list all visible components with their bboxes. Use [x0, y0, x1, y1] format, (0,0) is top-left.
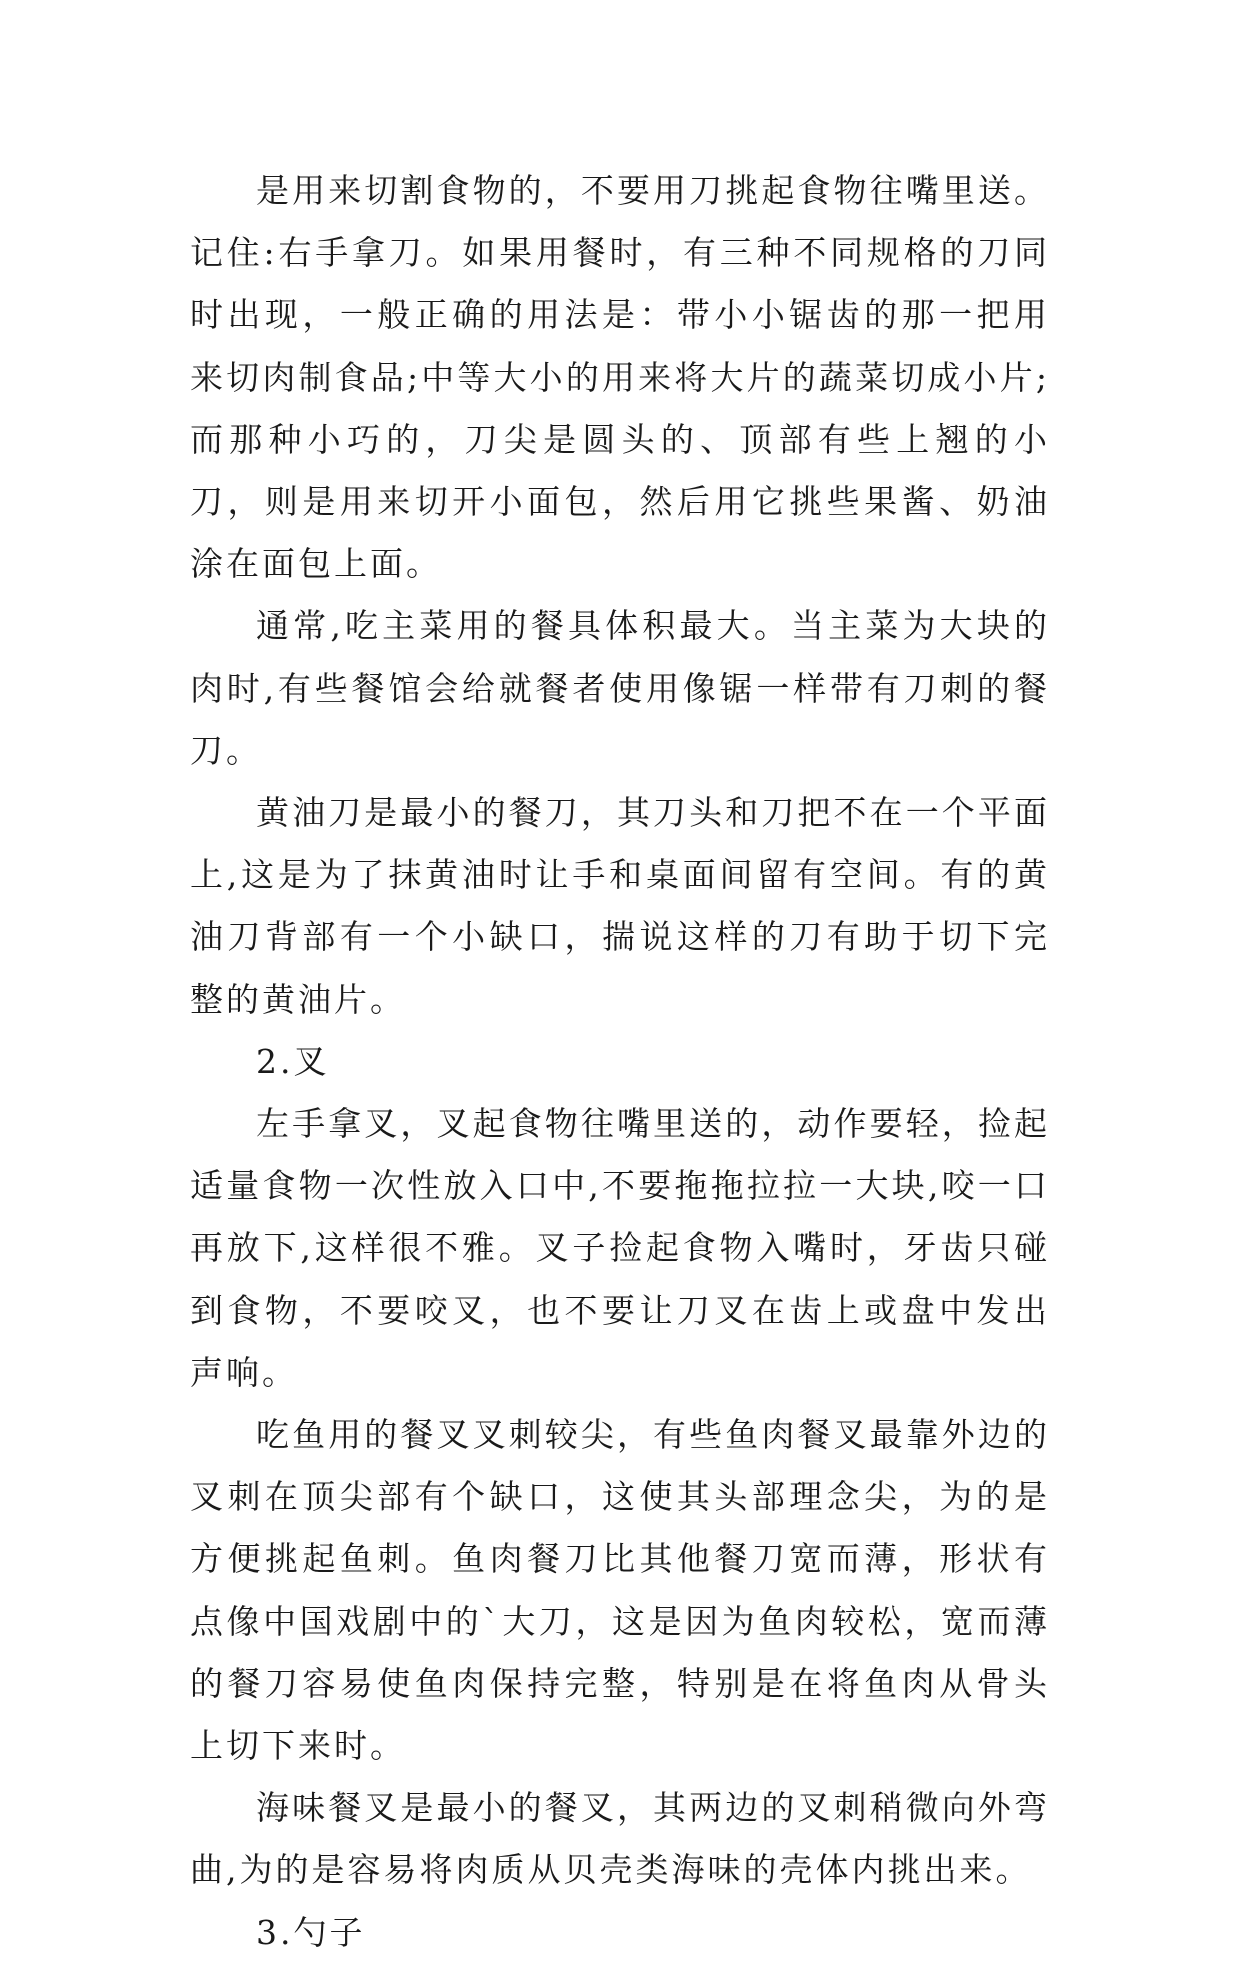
- paragraph-seafood-fork: 海味餐叉是最小的餐叉，其两边的叉刺稍微向外弯曲,为的是容易将肉质从贝壳类海味的壳体内挑出来。: [190, 1788, 1050, 1890]
- document-body: [190, 160, 1050, 1964]
- section-heading-spoon: 3.勺子: [256, 1912, 366, 1952]
- paragraph-butter-knife: 黄油刀是最小的餐刀，其刀头和刀把不在一个平面上,这是为了抹黄油时让手和桌面间留有空间。有的黄油刀背部有一个小缺口，揣说这样的刀有助于切下完整的黄油片。: [190, 793, 1050, 1019]
- paragraph-fish-fork: 吃鱼用的餐叉叉刺较尖，有些鱼肉餐叉最靠外边的叉刺在顶尖部有个缺口，这使其头部理念尖，为的是方便挑起鱼刺。鱼肉餐刀比其他餐刀宽而薄，形状有点像中国戏剧中的`大刀，这是因为鱼肉较松，宽而薄的餐刀容易使鱼肉保持完整，特别是在将鱼肉从骨头上切下来时。: [190, 1415, 1050, 1766]
- section-heading-fork: 2.叉: [256, 1041, 330, 1081]
- paragraph-main-course-knife: 通常,吃主菜用的餐具体积最大。当主菜为大块的肉时,有些餐馆会给就餐者使用像锯一样带有刀刺的餐刀。: [190, 606, 1050, 770]
- paragraph-knife-usage: 是用来切割食物的，不要用刀挑起食物往嘴里送。记住:右手拿刀。如果用餐时，有三种不同规格的刀同时出现，一般正确的用法是：带小小锯齿的那一把用来切肉制食品;中等大小的用来将大片的蔬菜切成小片;而那种小巧的，刀尖是圆头的、顶部有些上翘的小刀，则是用来切开小面包，然后用它挑些果酱、奶油涂在面包上面。: [190, 171, 1050, 584]
- paragraph-fork-usage: 左手拿叉，叉起食物往嘴里送的，动作要轻，捡起适量食物一次性放入口中,不要拖拖拉拉一大块,咬一口再放下,这样很不雅。叉子捡起食物入嘴时，牙齿只碰到食物，不要咬叉，也不要让刀叉在齿上或盘中发出声响。: [190, 1104, 1050, 1392]
